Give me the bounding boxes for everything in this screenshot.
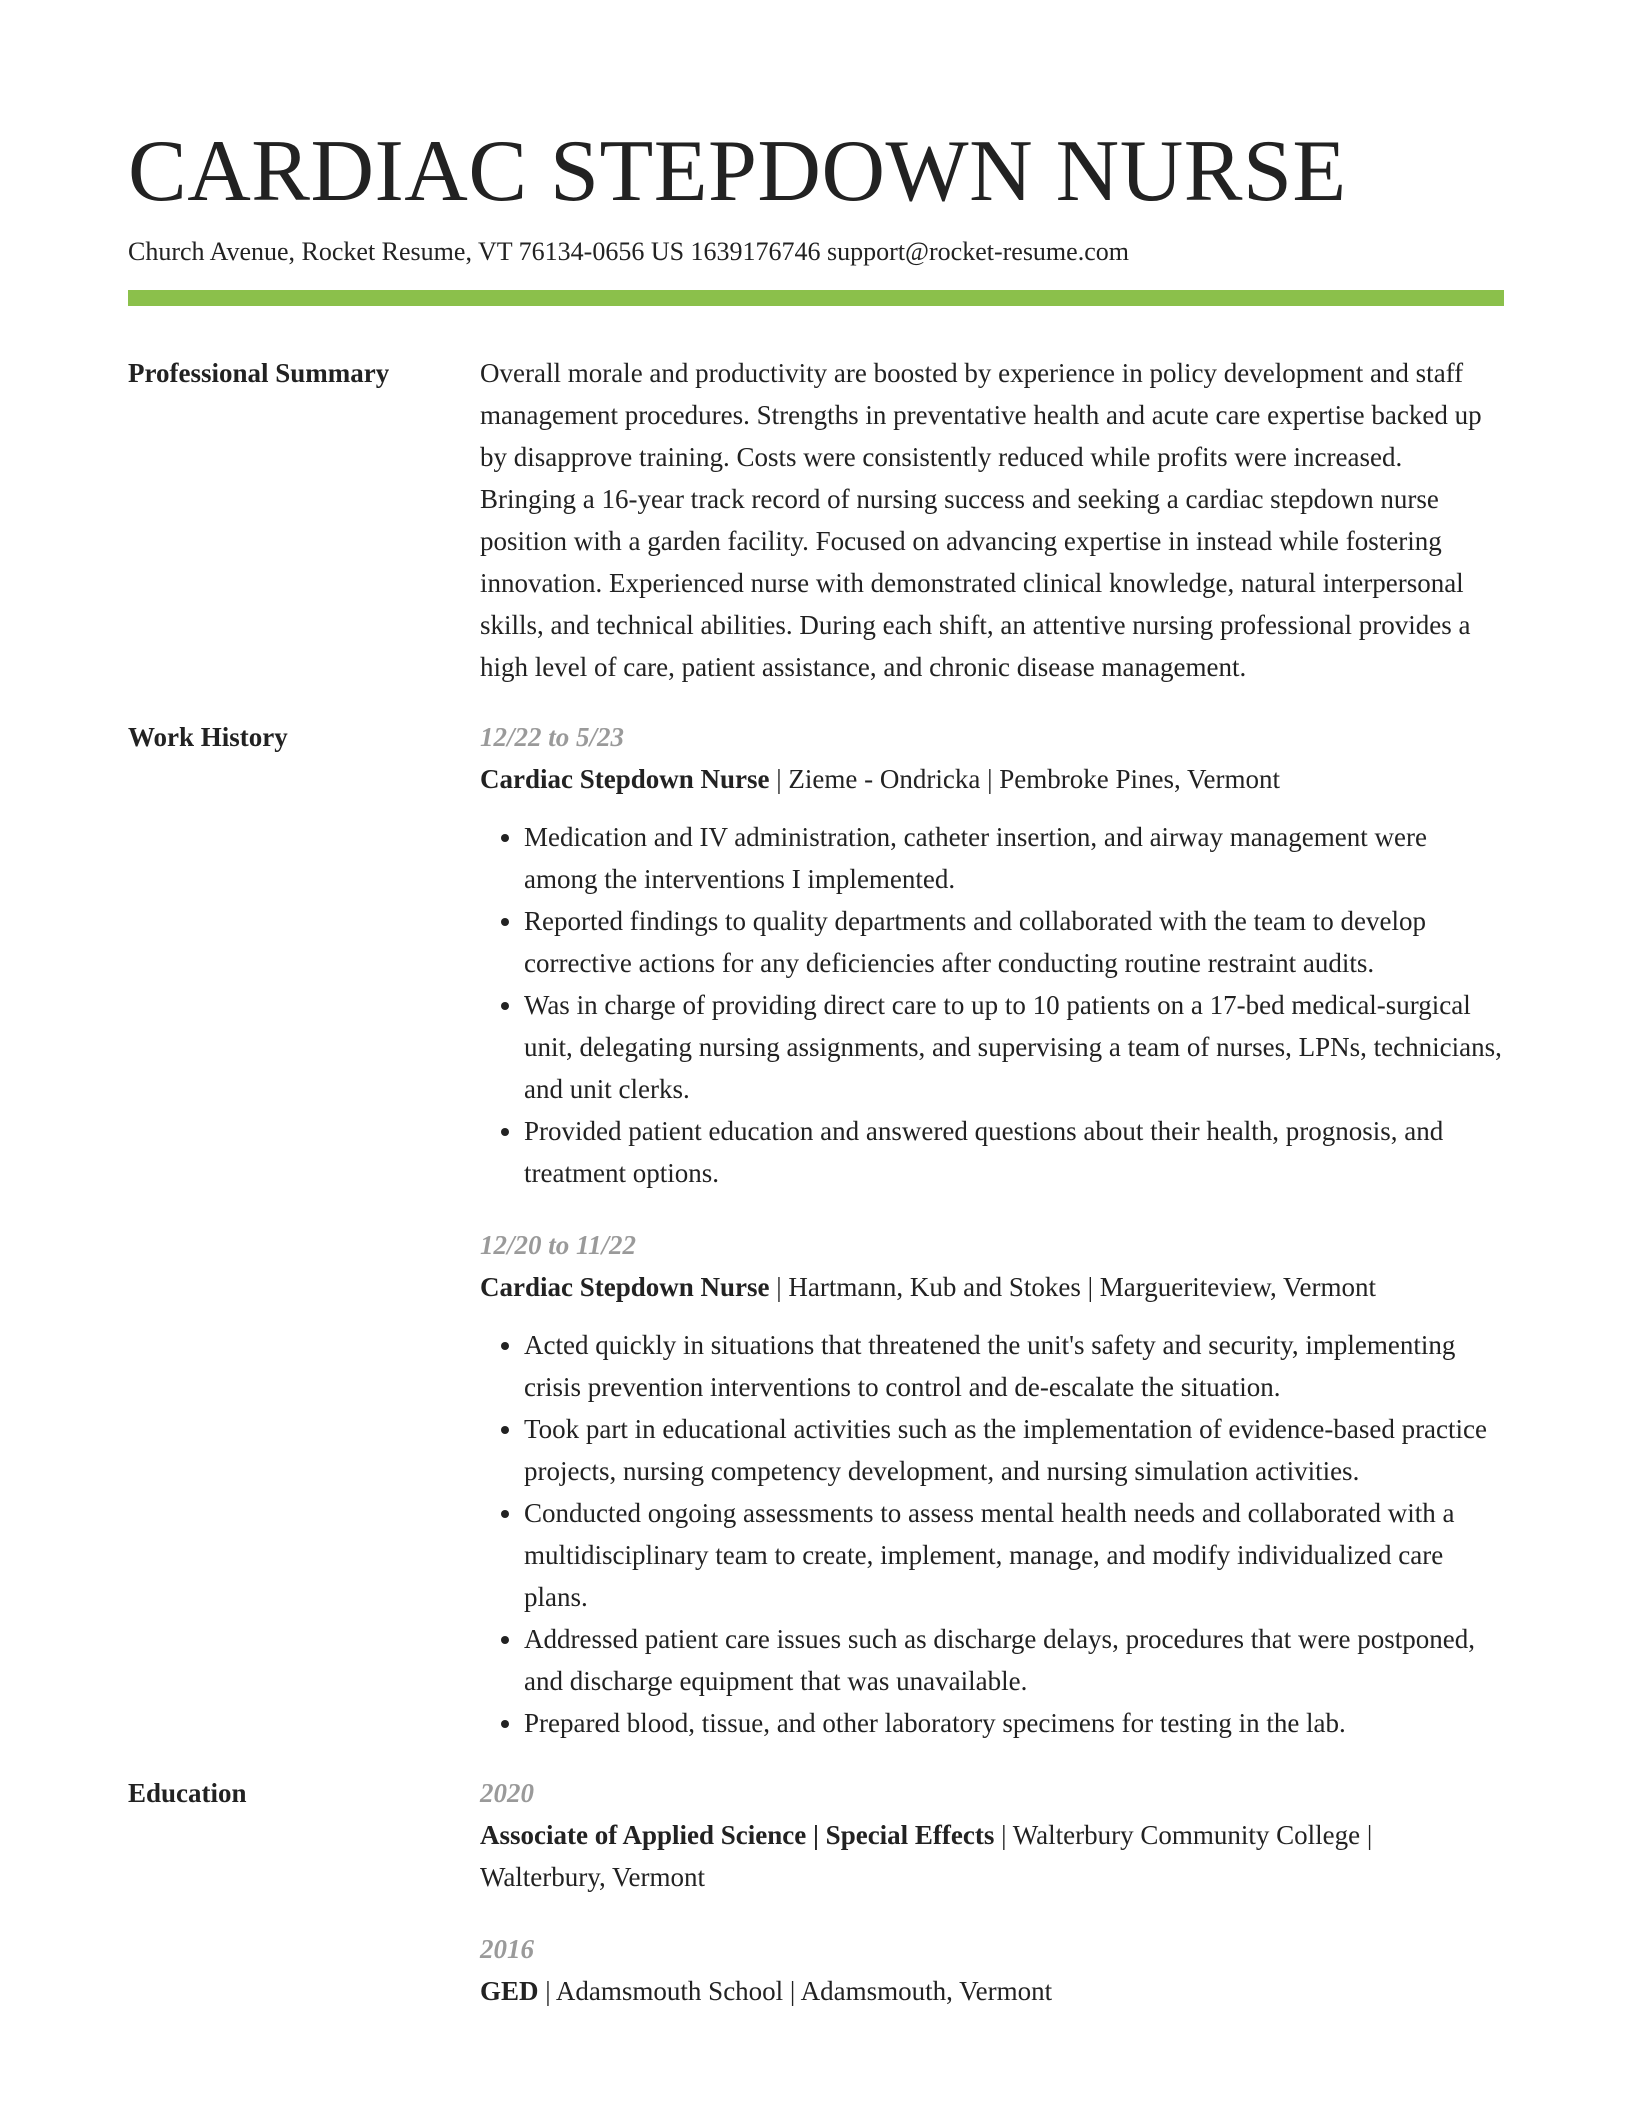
contact-info-line: Church Avenue, Rocket Resume, VT 76134-0656 US 1639176746 support@rocket-resume.com <box>128 237 1129 266</box>
job-duty-item: • Provided patient education and answered questions about their health, prognosis, and treatment options. <box>524 1110 1504 1194</box>
job-employer-location: | Zieme - Ondricka | Pembroke Pines, Vermont <box>769 764 1280 794</box>
work-history-body <box>480 716 1504 1744</box>
resume-page <box>128 118 1504 2012</box>
job-duty-item: • Took part in educational activities such as the implementation of evidence-based practice projects, nursing competency development, and nursing simulation activities. <box>524 1408 1504 1492</box>
job-dates: 12/22 to 5/23 <box>480 722 625 752</box>
professional-summary-text: Overall morale and productivity are boosted by experience in policy development and staff management procedures. Strengths in preventative health and acute care expertise backed up by disapprove training. Costs were consistently reduced while profits were increased. Bringing a 16-year track record of nursing success and seeking a cardiac stepdown nurse position with a garden facility. Focused on advancing expertise in instead while fostering innovation. Experienced nurse with demonstrated clinical knowledge, natural interpersonal skills, and technical abilities. During each shift, an attentive nursing professional provides a high level of care, patient assistance, and chronic disease management. <box>480 358 1482 682</box>
education-heading <box>480 1970 1504 2012</box>
job-duty-item: • Medication and IV administration, catheter insertion, and airway management were among the interventions I implemented. <box>524 816 1504 900</box>
job-title: Cardiac Stepdown Nurse <box>480 764 770 794</box>
job-duty-item: • Addressed patient care issues such as discharge delays, procedures that were postponed, and discharge equipment that was unavailable. <box>524 1618 1504 1702</box>
job-duty-item: • Acted quickly in situations that threatened the unit's safety and security, implementing crisis prevention interventions to control and de-escalate the situation. <box>524 1324 1504 1408</box>
job-employer-location: | Hartmann, Kub and Stokes | Margueriteview, Vermont <box>769 1272 1376 1302</box>
education-heading <box>480 1814 1504 1898</box>
education-year: 2020 <box>480 1778 534 1808</box>
job-duty-item: • Conducted ongoing assessments to assess mental health needs and collaborated with a multidisciplinary team to create, implement, manage, and modify individualized care plans. <box>524 1492 1504 1618</box>
job-heading <box>480 758 1504 800</box>
education-entry <box>480 1928 1504 2012</box>
resume-name-heading: CARDIAC STEPDOWN NURSE <box>128 123 1347 220</box>
job-duty-item: • Prepared blood, tissue, and other laboratory specimens for testing in the lab. <box>524 1702 1504 1744</box>
job-duty-item: • Was in charge of providing direct care to up to 10 patients on a 17-bed medical-surgical unit, delegating nursing assignments, and supervising a team of nurses, LPNs, technicians, and unit clerks. <box>524 984 1504 1110</box>
education-school-location: | Adamsmouth School | Adamsmouth, Vermont <box>538 1976 1053 2006</box>
header-accent-divider <box>128 290 1504 306</box>
job-duty-item: • Reported findings to quality departments and collaborated with the team to develop corrective actions for any deficiencies after conducting routine restraint audits. <box>524 900 1504 984</box>
education-degree: GED <box>480 1976 539 2006</box>
education-degree: Associate of Applied Science | Special Effects <box>480 1820 995 1850</box>
job-duties-list <box>480 1324 1504 1744</box>
job-entry <box>480 716 1504 1194</box>
job-title: Cardiac Stepdown Nurse <box>480 1272 770 1302</box>
section-label-education: Education <box>128 1778 247 1808</box>
job-heading <box>480 1266 1504 1308</box>
job-entry <box>480 1224 1504 1744</box>
education-school-location: | Walterbury Community College | Walterbury, Vermont <box>480 1820 1373 1892</box>
education-body <box>480 1772 1504 2012</box>
section-label-professional-summary: Professional Summary <box>128 358 390 388</box>
work-history-section <box>128 716 1504 1744</box>
education-entry <box>480 1772 1504 1898</box>
professional-summary-section <box>128 352 1504 688</box>
job-duties-list <box>480 816 1504 1194</box>
education-section <box>128 1772 1504 2012</box>
education-year: 2016 <box>480 1934 534 1964</box>
job-dates: 12/20 to 11/22 <box>480 1230 637 1260</box>
professional-summary-body <box>480 352 1504 688</box>
section-label-work-history: Work History <box>128 722 288 752</box>
